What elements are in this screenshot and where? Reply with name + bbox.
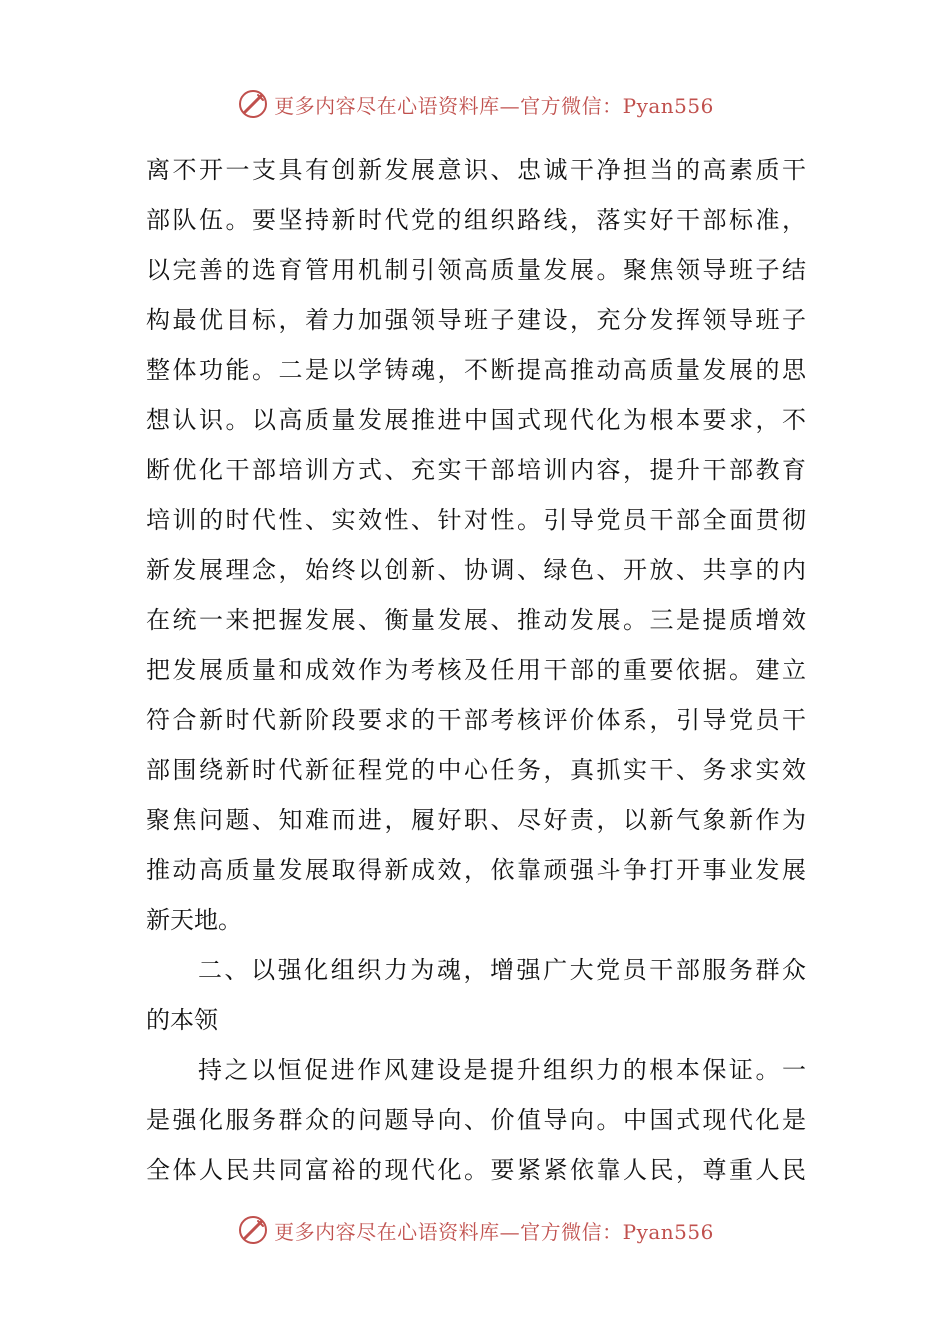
text-line: 聚焦问题、知难而进，履好职、尽好责，以新气象新作为 [146,806,806,834]
pen-logo-icon [236,87,270,121]
text-line: 部围绕新时代新征程党的中心任务，真抓实干、务求实效 [146,756,806,784]
pen-logo-icon [236,1213,270,1247]
text-line: 符合新时代新阶段要求的干部考核评价体系，引导党员干 [146,706,806,734]
footer-banner-content [236,1213,714,1247]
text-line: 新发展理念，始终以创新、协调、绿色、开放、共享的内 [146,556,806,584]
text-line: 整体功能。二是以学铸魂，不断提高推动高质量发展的思 [146,356,806,384]
header-banner-text: 更多内容尽在心语资料库—官方微信：Pyan556 [274,93,714,118]
text-line: 以完善的选育管用机制引领高质量发展。聚焦领导班子结 [146,256,806,284]
text-line: 是强化服务群众的问题导向、价值导向。中国式现代化是 [146,1106,806,1134]
text-line: 部队伍。要坚持新时代党的组织路线，落实好干部标准， [146,206,806,234]
text-line: 新天地。 [146,906,242,934]
text-line: 把发展质量和成效作为考核及任用干部的重要依据。建立 [146,656,806,684]
section-heading: 二、以强化组织力为魂，增强广大党员干部服务群众 [198,956,806,984]
text-line: 培训的时代性、实效性、针对性。引导党员干部全面贯彻 [146,506,806,534]
text-line: 在统一来把握发展、衡量发展、推动发展。三是提质增效 [146,606,806,634]
text-line: 推动高质量发展取得新成效，依靠顽强斗争打开事业发展 [146,856,806,884]
text-line: 构最优目标，着力加强领导班子建设，充分发挥领导班子 [146,306,806,334]
article-body [146,145,806,1195]
footer-banner-text: 更多内容尽在心语资料库—官方微信：Pyan556 [274,1219,714,1244]
text-line: 全体人民共同富裕的现代化。要紧紧依靠人民，尊重人民 [146,1156,806,1184]
text-line: 持之以恒促进作风建设是提升组织力的根本保证。一 [198,1056,806,1084]
header-banner [0,84,950,124]
text-line: 离不开一支具有创新发展意识、忠诚干净担当的高素质干 [146,156,806,184]
text-line: 想认识。以高质量发展推进中国式现代化为根本要求，不 [146,406,806,434]
section-heading-continuation: 的本领 [146,1006,218,1034]
text-line: 断优化干部培训方式、充实干部培训内容，提升干部教育 [146,456,806,484]
footer-banner [0,1210,950,1250]
header-banner-content [236,87,714,121]
